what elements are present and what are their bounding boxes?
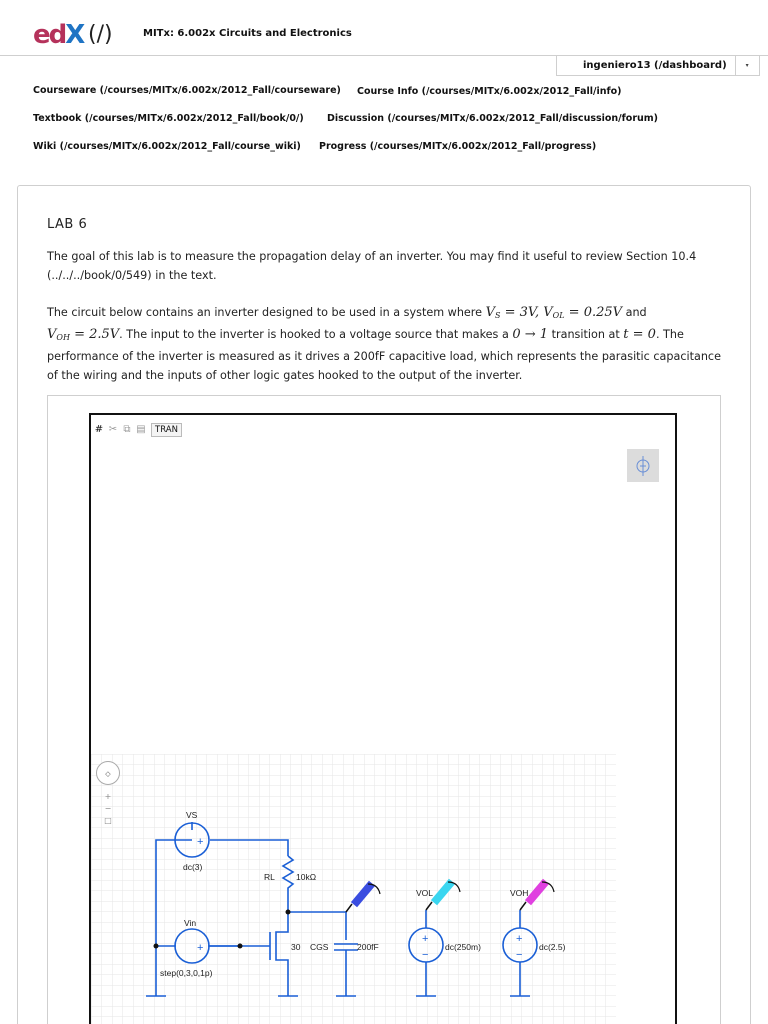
math-symbol: V — [47, 327, 57, 342]
text-segment: The circuit below contains an inverter designed to be used in a system where — [47, 306, 486, 319]
logo-x: X — [65, 20, 84, 50]
vs-plus: + — [197, 836, 204, 848]
pan-control[interactable]: ◇ — [96, 761, 120, 785]
label-voh: VOH — [510, 888, 529, 898]
label-vol: VOL — [416, 888, 434, 898]
page-title: LAB 6 — [47, 217, 88, 232]
math-time: t = 0 — [623, 327, 656, 342]
label-vs: VS — [186, 810, 198, 820]
grid-icon[interactable]: # — [94, 424, 104, 435]
label-vol-value: dc(250m) — [445, 942, 481, 952]
label-rl-value: 10kΩ — [296, 872, 317, 882]
label-rl: RL — [264, 872, 275, 882]
label-cgs-value: 200fF — [357, 942, 379, 952]
dashboard-link[interactable]: ingeniero13 (/dashboard) — [557, 55, 736, 75]
circuit-line-4: of the wiring and the inputs of other logic gates hooked to the output of the inverter. — [47, 369, 523, 382]
math-symbol: V — [543, 305, 553, 320]
math-sub: OL — [552, 311, 565, 320]
text-segment: transition at — [548, 328, 624, 341]
label-cgs: CGS — [310, 942, 329, 952]
paste-icon[interactable]: ▤ — [136, 424, 146, 435]
voh-plus: + — [516, 933, 523, 945]
intro-line-1: The goal of this lab is to measure the propagation delay of an inverter. You may find it useful to review Section 10.4 — [47, 250, 697, 263]
math-value: = 2.5V — [69, 327, 120, 342]
zoom-in-button[interactable]: + — [104, 792, 112, 801]
chevron-down-icon[interactable]: ▾ — [745, 62, 749, 69]
tab-textbook[interactable]: Textbook (/courses/MITx/6.002x/2012_Fall/book/0/) — [33, 113, 304, 124]
node-output — [286, 910, 291, 915]
copy-icon[interactable]: ⧉ — [123, 424, 131, 435]
math-value: = 0.25V — [564, 305, 623, 320]
book-link[interactable]: (../../../book/0/549) in the text. — [47, 269, 217, 282]
circuit-line-3: performance of the inverter is measured as it drives a 200fF capacitive load, which represents the parasitic capacitance — [47, 350, 721, 363]
zoom-controls — [103, 791, 113, 829]
math-transition: 0 → 1 — [512, 327, 549, 342]
tab-progress[interactable]: Progress (/courses/MITx/6.002x/2012_Fall/progress) — [319, 141, 597, 152]
math-sub: OH — [56, 333, 70, 342]
label-voh-value: dc(2.5) — [539, 942, 566, 952]
label-vin-value: step(0,3,0,1p) — [160, 968, 213, 978]
math-symbol: V — [485, 305, 495, 320]
vol-plus: + — [422, 933, 429, 945]
label-vs-value: dc(3) — [183, 862, 203, 872]
vin-plus: + — [197, 942, 204, 954]
math-value: = 3V, — [500, 305, 544, 320]
label-mos-w: 30 — [291, 942, 301, 952]
tab-courseware[interactable]: Courseware (/courses/MITx/6.002x/2012_Fall/courseware) — [33, 85, 341, 96]
node-left — [154, 944, 159, 949]
label-vin: Vin — [184, 918, 197, 928]
zoom-out-button[interactable]: − — [104, 804, 112, 813]
vol-minus: − — [422, 949, 429, 961]
tran-button[interactable]: TRAN — [151, 423, 182, 437]
home-link[interactable]: (/) — [88, 22, 113, 47]
text-segment: . The — [655, 328, 684, 341]
tab-course-info[interactable]: Course Info (/courses/MITx/6.002x/2012_Fall/info) — [357, 86, 622, 97]
cut-icon[interactable]: ✂ — [108, 424, 118, 435]
logo-ed: ed — [33, 20, 66, 50]
zoom-fit-button[interactable]: □ — [104, 816, 112, 825]
voh-minus: − — [516, 949, 523, 961]
tab-discussion[interactable]: Discussion (/courses/MITx/6.002x/2012_Fall/discussion/forum) — [327, 113, 659, 124]
course-title: MITx: 6.002x Circuits and Electronics — [143, 28, 352, 39]
node-gate — [238, 944, 243, 949]
text-segment: . The input to the inverter is hooked to a voltage source that makes a — [119, 328, 513, 341]
text-segment: and — [622, 306, 647, 319]
tab-wiki[interactable]: Wiki (/courses/MITx/6.002x/2012_Fall/course_wiki) — [33, 141, 301, 152]
math-sub: S — [494, 311, 501, 320]
